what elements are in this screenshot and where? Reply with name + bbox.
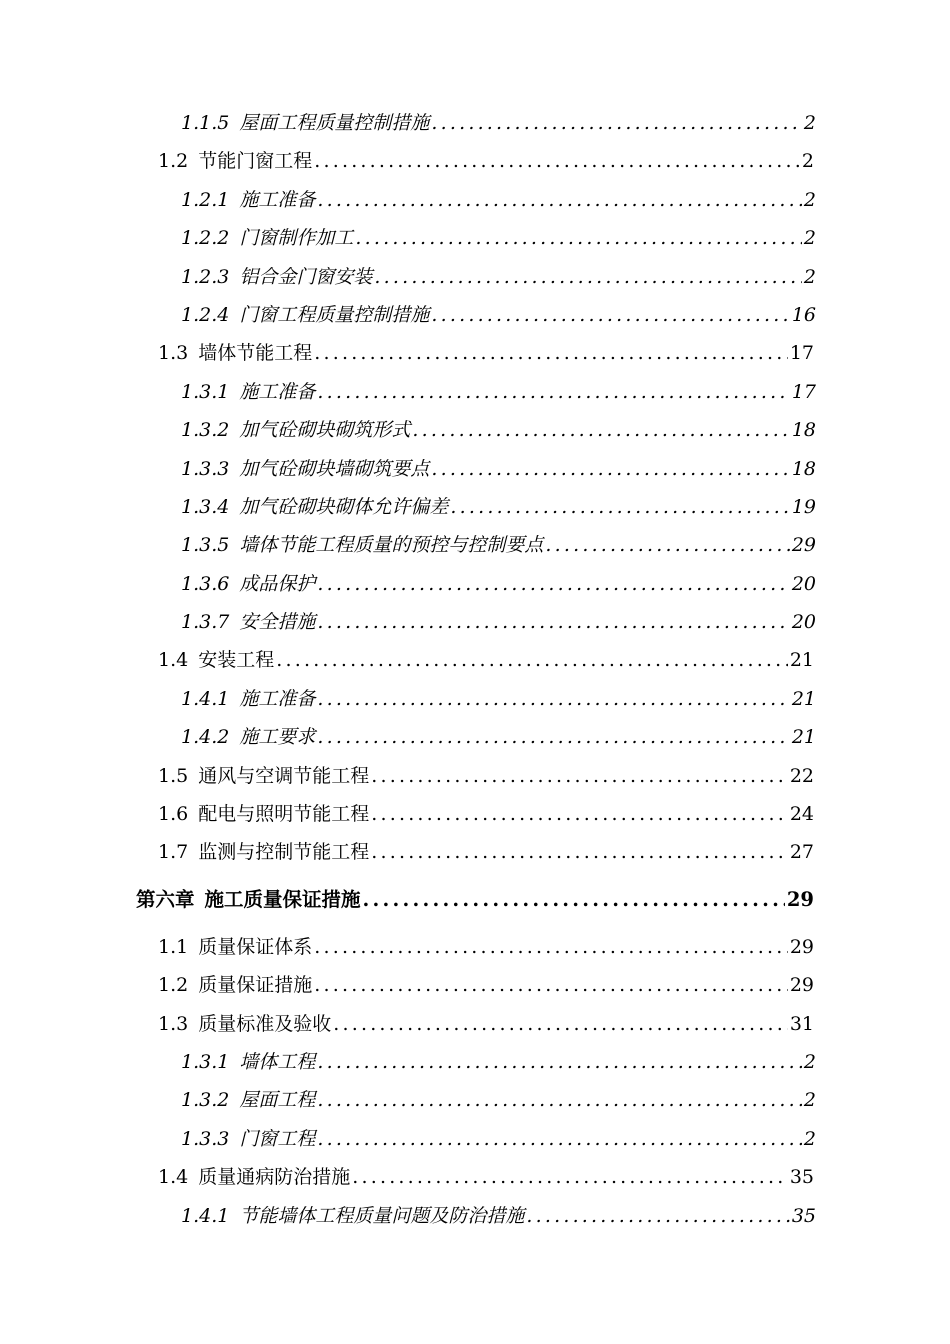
toc-entry-number: 1.2.2 — [181, 227, 230, 250]
toc-entry-title: 节能门窗工程 — [198, 150, 313, 173]
toc-dot-leader — [450, 488, 789, 526]
toc-entry-title: 施工要求 — [239, 726, 316, 749]
toc-entry[interactable] — [0, 1158, 814, 1196]
toc-entry[interactable] — [0, 966, 814, 1004]
toc-entry-page: 2 — [803, 188, 816, 211]
toc-entry-page: 29 — [791, 534, 816, 557]
toc-dot-leader — [333, 1005, 788, 1043]
toc-entry-page: 21 — [791, 726, 816, 749]
toc-entry-page: 20 — [791, 611, 816, 634]
toc-entry-number: 1.3 — [158, 1012, 189, 1035]
toc-entry-page: 35 — [789, 1166, 814, 1189]
toc-entry-page: 2 — [801, 150, 814, 173]
toc-entry[interactable] — [0, 526, 816, 564]
toc-entry[interactable] — [0, 488, 816, 526]
toc-dot-leader — [276, 641, 788, 679]
toc-entry[interactable] — [0, 181, 816, 219]
toc-entry-title: 配电与照明节能工程 — [198, 803, 370, 826]
toc-dot-leader — [317, 1081, 802, 1119]
toc-entry-title: 安全措施 — [239, 611, 316, 634]
toc-entry-title: 墙体节能工程质量的预控与控制要点 — [239, 534, 544, 557]
toc-entry-page: 29 — [789, 935, 814, 958]
toc-entry-number: 1.3.5 — [181, 534, 230, 557]
toc-entry[interactable] — [0, 641, 814, 679]
toc-entry-page: 22 — [789, 764, 814, 787]
toc-entry-title: 质量保证体系 — [198, 935, 313, 958]
toc-entry-number: 1.4.2 — [181, 726, 230, 749]
toc-entry[interactable] — [0, 411, 816, 449]
toc-entry-title: 质量保证措施 — [198, 974, 313, 997]
toc-entry-number: 1.4 — [158, 649, 189, 672]
toc-entry-page: 16 — [791, 303, 816, 326]
toc-dot-leader — [317, 718, 789, 756]
toc-entry-number: 1.2.4 — [181, 303, 230, 326]
toc-entry-title: 安装工程 — [198, 649, 275, 672]
toc-entry-number: 1.5 — [158, 764, 189, 787]
toc-dot-leader — [317, 1043, 802, 1081]
toc-entry-number: 1.4.1 — [181, 1204, 230, 1227]
toc-entry[interactable] — [0, 373, 816, 411]
toc-entry[interactable] — [0, 928, 814, 966]
toc-entry-number: 1.3.3 — [181, 1127, 230, 1150]
toc-entry-page: 2 — [803, 1050, 816, 1073]
toc-entry-page: 21 — [789, 649, 814, 672]
toc-entry-page: 18 — [791, 419, 816, 442]
toc-entry-page: 2 — [803, 112, 816, 134]
toc-entry-number: 1.4.1 — [181, 687, 230, 710]
toc-entry-page: 17 — [789, 342, 814, 365]
toc-entry-title: 墙体节能工程 — [198, 342, 313, 365]
toc-entry-title: 成品保护 — [239, 572, 316, 595]
toc-entry-number: 1.1.5 — [181, 112, 230, 134]
toc-entry-title: 施工准备 — [239, 687, 316, 710]
toc-entry[interactable] — [0, 142, 814, 180]
toc-entry-page: 27 — [789, 841, 814, 864]
toc-entry-title: 门窗工程质量控制措施 — [239, 303, 430, 326]
toc-entry-page: 18 — [791, 457, 816, 480]
toc-entry-number: 1.3.1 — [181, 1050, 230, 1073]
toc-entry[interactable] — [0, 258, 816, 296]
toc-entry-page: 2 — [803, 1127, 816, 1150]
toc-entry-page: 20 — [791, 572, 816, 595]
toc-dot-leader — [314, 928, 788, 966]
toc-entry[interactable] — [0, 833, 814, 871]
toc-entry[interactable] — [0, 1120, 816, 1158]
toc-dot-leader — [545, 526, 789, 564]
toc-entry[interactable] — [0, 1005, 814, 1043]
toc-dot-leader — [431, 296, 789, 334]
toc-entry-title: 门窗工程 — [239, 1127, 316, 1150]
toc-entry-page: 21 — [791, 687, 816, 710]
toc-entry-number: 1.3.2 — [181, 419, 230, 442]
toc-entry-number: 1.3.7 — [181, 611, 230, 634]
toc-entry-page: 19 — [791, 495, 816, 518]
toc-entry-title: 质量通病防治措施 — [198, 1166, 351, 1189]
toc-entry-title: 施工准备 — [239, 188, 316, 211]
toc-entry-title: 加气砼砌块砌体允许偏差 — [239, 495, 449, 518]
toc-entry-title: 质量标准及验收 — [198, 1012, 332, 1035]
toc-entry[interactable] — [0, 603, 816, 641]
toc-entry-number: 1.3.2 — [181, 1089, 230, 1112]
toc-entry-number: 1.6 — [158, 803, 189, 826]
toc-entry-number: 1.3 — [158, 342, 189, 365]
toc-entry[interactable] — [0, 219, 816, 257]
toc-entry-number: 1.3.1 — [181, 380, 230, 403]
toc-entry[interactable] — [0, 104, 816, 142]
toc-dot-leader — [371, 833, 788, 871]
toc-entry[interactable] — [0, 718, 816, 756]
toc-dot-leader — [363, 872, 785, 928]
toc-dot-leader — [526, 1197, 789, 1235]
toc-dot-leader — [412, 411, 789, 449]
toc-entry-title: 通风与空调节能工程 — [198, 764, 370, 787]
toc-entry-title: 屋面工程 — [239, 1089, 316, 1112]
toc-dot-leader — [371, 757, 788, 795]
toc-entry[interactable] — [0, 1081, 816, 1119]
toc-entry-number: 1.2.1 — [181, 188, 230, 211]
toc-dot-leader — [314, 142, 800, 180]
toc-dot-leader — [355, 219, 802, 257]
toc-dot-leader — [317, 565, 789, 603]
toc-entry-title: 节能墙体工程质量问题及防治措施 — [239, 1204, 525, 1227]
toc-entry-title: 监测与控制节能工程 — [198, 841, 370, 864]
toc-entry[interactable] — [0, 565, 816, 603]
toc-entry-title: 施工准备 — [239, 380, 316, 403]
toc-entry-page: 2 — [803, 227, 816, 250]
toc-entry-title: 加气砼砌块墙砌筑要点 — [239, 457, 430, 480]
toc-entry-title: 门窗制作加工 — [239, 227, 354, 250]
toc-chapter-number: 第六章 — [136, 887, 195, 911]
toc-entry-title: 铝合金门窗安装 — [239, 265, 373, 288]
toc-dot-leader — [371, 795, 788, 833]
toc-entry[interactable] — [0, 795, 814, 833]
toc-entry[interactable] — [0, 450, 816, 488]
toc-entry-number: 1.1 — [158, 935, 189, 958]
toc-entry-number: 1.3.3 — [181, 457, 230, 480]
toc-dot-leader — [431, 104, 802, 142]
toc-entry-page: 35 — [791, 1204, 816, 1227]
toc-entry-title: 加气砼砌块砌筑形式 — [239, 419, 411, 442]
toc-entry-title: 屋面工程质量控制措施 — [239, 112, 430, 134]
toc-dot-leader — [317, 680, 789, 718]
toc-entry-page: 29 — [789, 974, 814, 997]
toc-entry[interactable] — [0, 1043, 816, 1081]
toc-entry-number: 1.3.6 — [181, 572, 230, 595]
toc-entry-number: 1.2 — [158, 974, 189, 997]
toc-entry-page: 2 — [803, 265, 816, 288]
table-of-contents — [0, 104, 950, 1235]
toc-entry[interactable] — [0, 296, 816, 334]
toc-entry-title: 墙体工程 — [239, 1050, 316, 1073]
toc-entry-page: 17 — [791, 380, 816, 403]
toc-entry-number: 1.2 — [158, 150, 189, 173]
toc-entry-number: 1.2.3 — [181, 265, 230, 288]
toc-entry-page: 31 — [789, 1012, 814, 1035]
toc-dot-leader — [317, 1120, 802, 1158]
toc-entry-number: 1.3.4 — [181, 495, 230, 518]
toc-entry[interactable] — [0, 757, 814, 795]
toc-chapter-entry[interactable] — [0, 872, 814, 928]
toc-dot-leader — [317, 181, 802, 219]
toc-entry-page: 2 — [803, 1089, 816, 1112]
toc-dot-leader — [317, 373, 789, 411]
toc-dot-leader — [352, 1158, 788, 1196]
toc-dot-leader — [314, 966, 788, 1004]
toc-entry-number: 1.4 — [158, 1166, 189, 1189]
toc-entry-page: 24 — [789, 803, 814, 826]
toc-dot-leader — [314, 334, 788, 372]
toc-chapter-page: 29 — [786, 887, 814, 911]
toc-dot-leader — [431, 450, 789, 488]
toc-dot-leader — [317, 603, 789, 641]
toc-entry[interactable] — [0, 1197, 816, 1235]
toc-chapter-title: 施工质量保证措施 — [204, 887, 361, 911]
toc-entry-number: 1.7 — [158, 841, 189, 864]
toc-entry[interactable] — [0, 334, 814, 372]
toc-dot-leader — [374, 258, 802, 296]
toc-entry[interactable] — [0, 680, 816, 718]
